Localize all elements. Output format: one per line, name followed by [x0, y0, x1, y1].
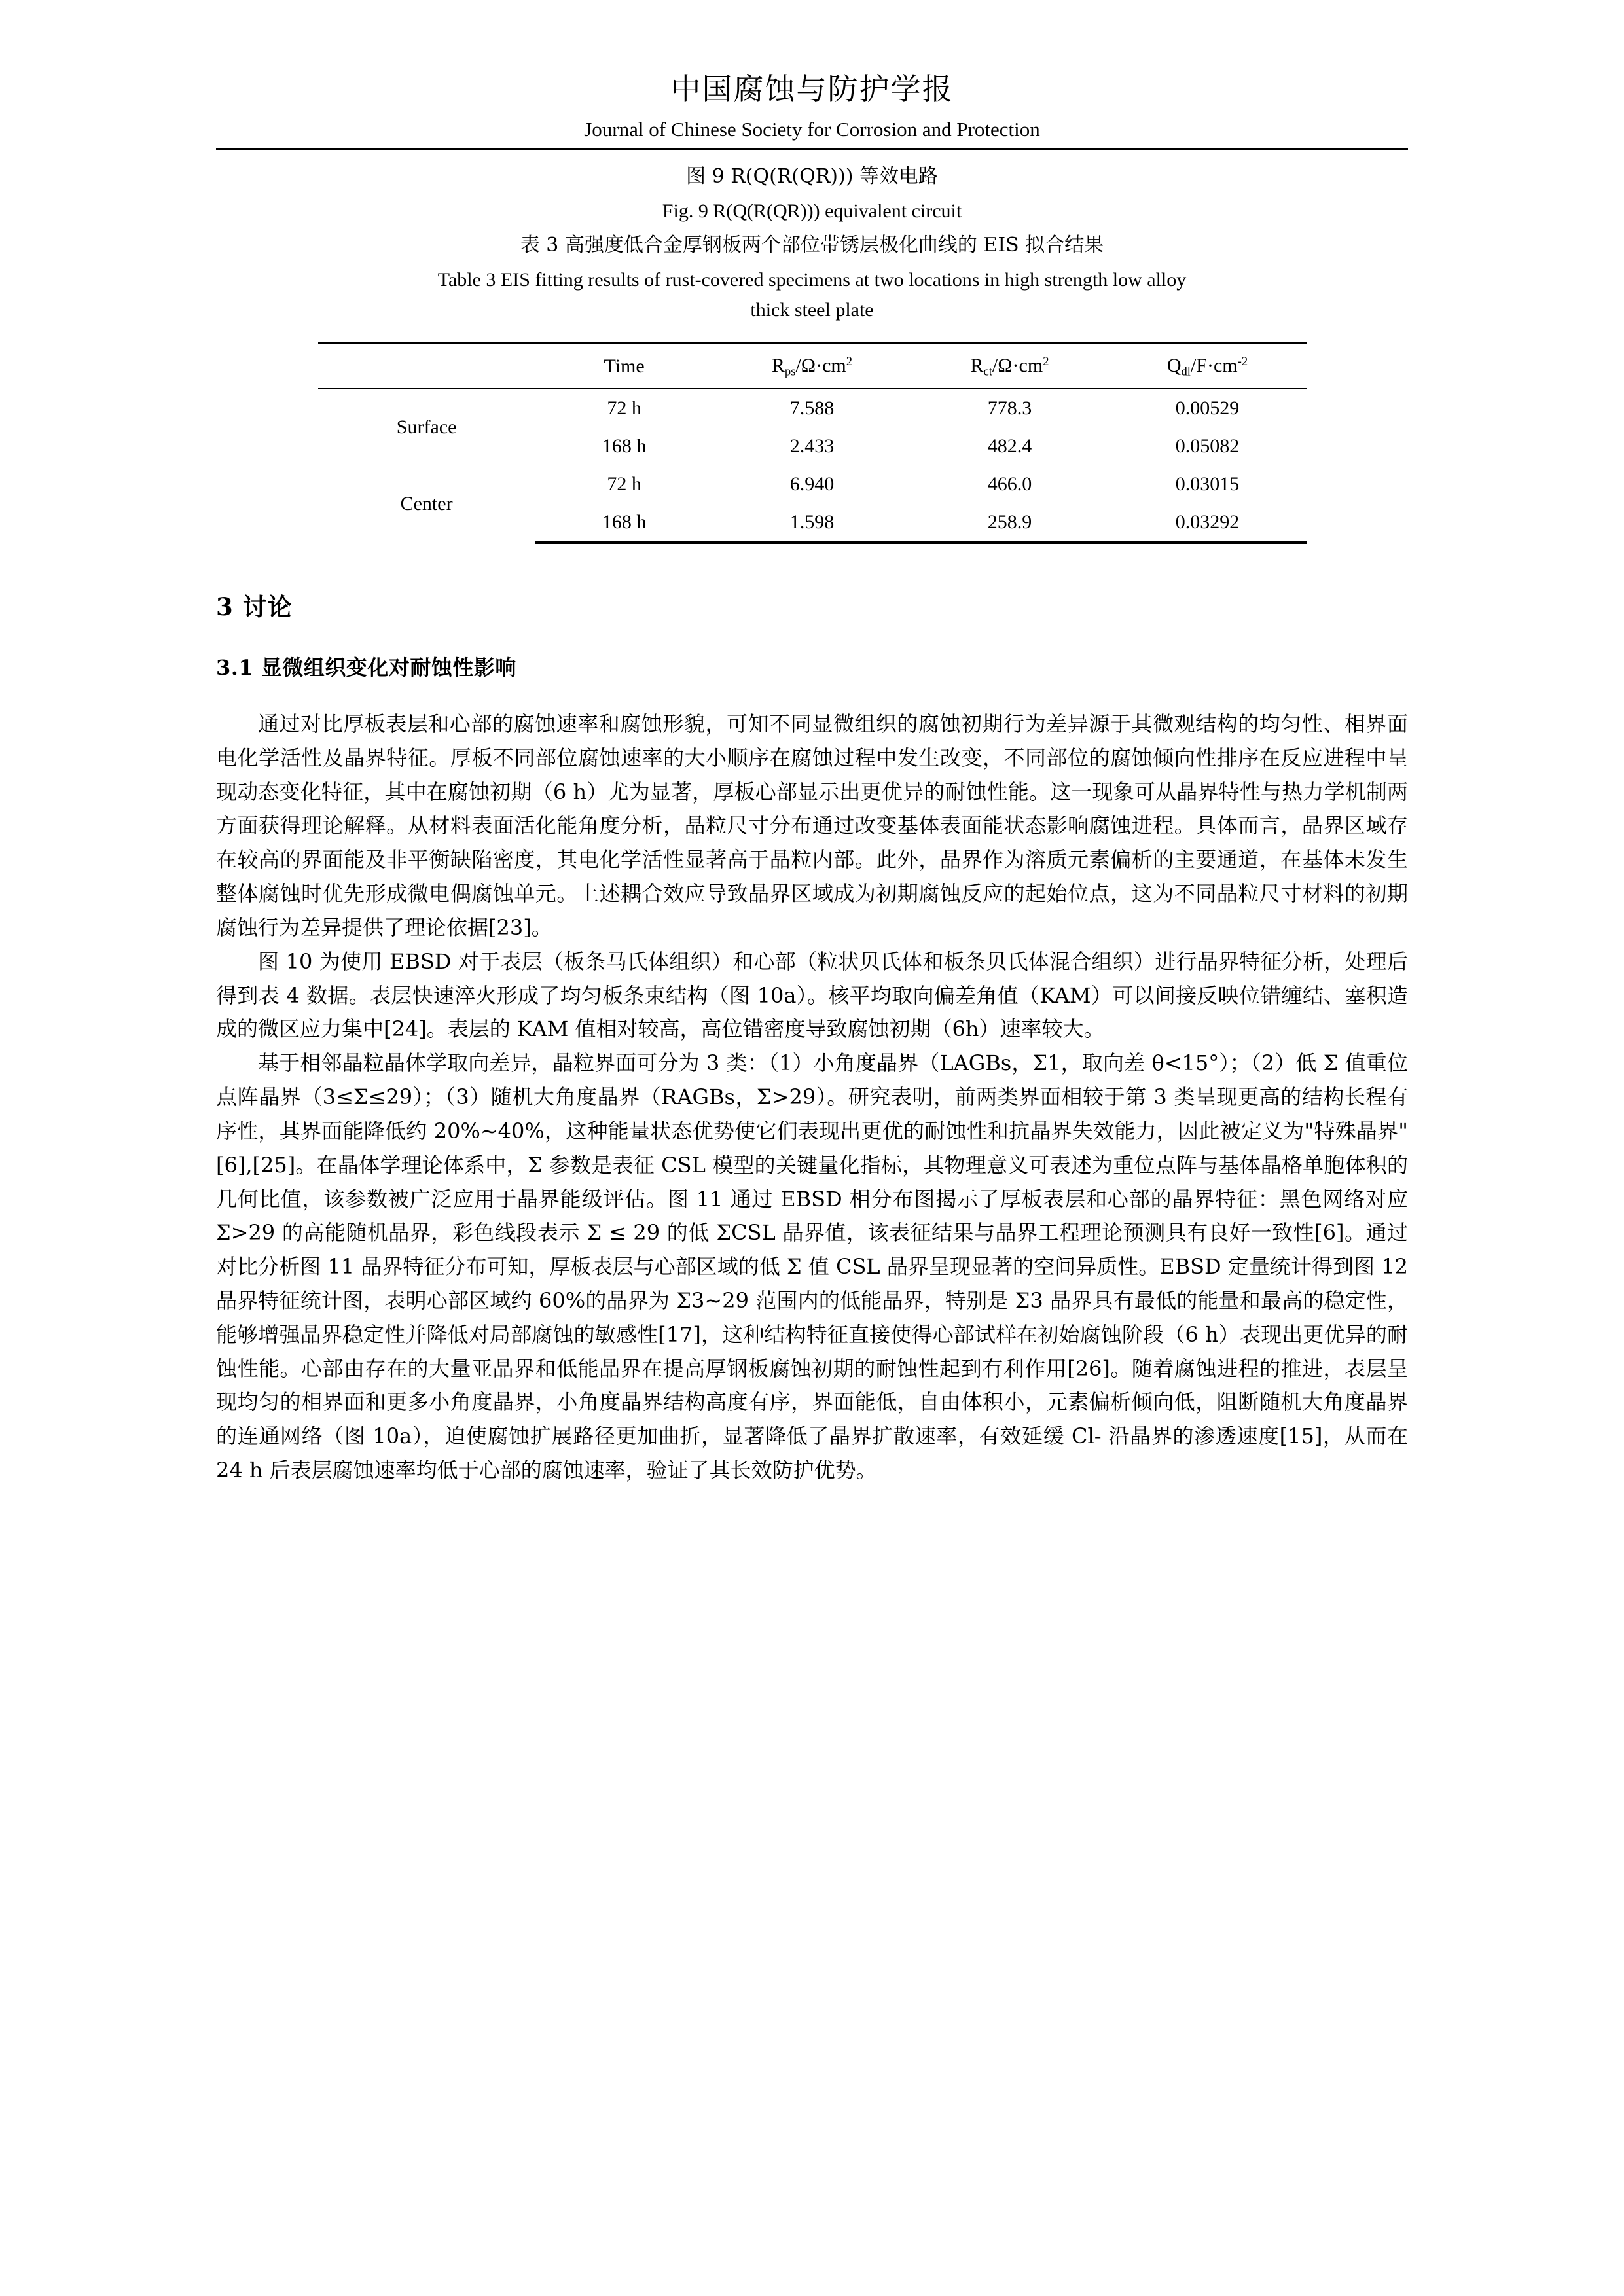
paragraph-1: 通过对比厚板表层和心部的腐蚀速率和腐蚀形貌，可知不同显微组织的腐蚀初期行为差异源于其微观结构的均匀性、相界面电化学活性及晶界特征。厚板不同部位腐蚀速率的大小顺序在腐蚀过程中发生改变，不同部位的腐蚀倾向性排序在反应进程中呈现动态变化特征，其中在腐蚀初期（6 h）尤为显著，厚板心部显示出更优异的耐蚀性能。这一现象可从晶界特性与热力学机制两方面获得理论解释。从材料表面活化能角度分析，晶粒尺寸分布通过改变基体表面能状态影响腐蚀进程。具体而言，晶界区域存在较高的界面能及非平衡缺陷密度，其电化学活性显著高于晶粒内部。此外，晶界作为溶质元素偏析的主要通道，在基体未发生整体腐蚀时优先形成微电偶腐蚀单元。上述耦合效应导致晶界区域成为初期腐蚀反应的起始位点，这为不同晶粒尺寸材料的初期腐蚀行为差异提供了理论依据[23]。 — [216, 711, 1408, 940]
rps-unit: /Ω·cm — [795, 354, 846, 376]
rps-subscript: ps — [784, 364, 796, 378]
table-body — [318, 389, 1307, 543]
subsection-heading: 3.1 显微组织变化对耐蚀性影响 — [216, 655, 516, 680]
rct-subscript: ct — [983, 364, 992, 378]
qdl-superscript: -2 — [1237, 354, 1248, 368]
cell-rps: 2.433 — [789, 435, 835, 457]
qdl-unit: /F·cm — [1190, 354, 1238, 376]
qdl-symbol: Q — [1166, 354, 1182, 376]
cell-rct: 258.9 — [911, 503, 1108, 543]
figure-caption-cn: 图 9 R(Q(R(QR))) 等效电路 — [686, 165, 938, 188]
cell-qdl: 0.05082 — [1175, 435, 1240, 457]
qdl-subscript: dl — [1181, 364, 1191, 378]
cell-rct: 482.4 — [987, 435, 1032, 457]
table-caption-cn: 表 3 高强度低合金厚钢板两个部位带锈层极化曲线的 EIS 拟合结果 — [520, 234, 1104, 257]
table-row — [318, 389, 1307, 427]
rct-symbol: R — [970, 354, 984, 376]
rps-symbol: R — [771, 354, 785, 376]
table-caption-en-line1: Table 3 EIS fitting results of rust-covered specimens at two locations in high strength low alloy — [437, 268, 1187, 291]
column-header-location — [318, 343, 535, 389]
cell-rps: 6.940 — [789, 473, 835, 495]
column-header-rct — [911, 343, 1108, 389]
table-header — [318, 343, 1307, 389]
table-row — [318, 465, 1307, 503]
eis-table-wrapper — [318, 342, 1307, 544]
cell-time: 168 h — [535, 503, 713, 543]
column-header-rps — [713, 343, 911, 389]
cell-time: 72 h — [607, 397, 641, 419]
paragraph-3: 基于相邻晶粒晶体学取向差异，晶粒界面可分为 3 类：（1）小角度晶界（LAGBs，Σ1，取向差 θ<15°）；（2）低 Σ 值重位点阵晶界（3≤Σ≤29）；（3）随机大角度晶界（RAGBs，Σ>29）。研究表明，前两类界面相较于第 3 类呈现更高的结构长程有序性，其界面能降低约 20%~40%，这种能量状态优势使它们表现出更优的耐蚀性和抗晶界失效能力，因此被定义为"特殊晶界"[6],[25]。在晶体学理论体系中，Σ 参数是表征 CSL 模型的关键量化指标，其物理意义可表述为重位点阵与基体晶格单胞体积的几何比值，该参数被广泛应用于晶界能级评估。图 11 通过 EBSD 相分布图揭示了厚板表层和心部的晶界特征：黑色网络对应 Σ>29 的高能随机晶界，彩色线段表示 Σ ≤ 29 的低 ΣCSL 晶界值，该表征结果与晶界工程理论预测具有良好一致性[6]。通过对比分析图 11 晶界特征分布可知，厚板表层与心部区域的低 Σ 值 CSL 晶界呈现显著的空间异质性。EBSD 定量统计得到图 12 晶界特征统计图，表明心部区域约 60%的晶界为 Σ3~29 范围内的低能晶界，特别是 Σ3 晶界具有最低的能量和最高的稳定性，能够增强晶界稳定性并降低对局部腐蚀的敏感性[17]，这种结构特征直接使得心部试样在初始腐蚀阶段（6 h）表现出更优异的耐蚀性能。心部由存在的大量亚晶界和低能晶界在提高厚钢板腐蚀初期的耐蚀性起到有利作用[26]。随着腐蚀进程的推进，表层呈现均匀的相界面和更多小角度晶界，小角度晶界结构高度有序，界面能低，自由体积小，元素偏析倾向低，阻断随机大角度晶界的连通网络（图 10a），迫使腐蚀扩展路径更加曲折，显著降低了晶界扩散速率，有效延缓 Cl- 沿晶界的渗透速度[15]，从而在 24 h 后表层腐蚀速率均低于心部的腐蚀速率，验证了其长效防护优势。 — [216, 1050, 1408, 1483]
column-header-qdl — [1108, 343, 1306, 389]
cell-rct: 778.3 — [987, 397, 1032, 419]
cell-rct: 466.0 — [987, 473, 1032, 495]
row-label-surface: Surface — [396, 416, 457, 438]
cell-qdl: 0.03015 — [1175, 473, 1240, 495]
cell-qdl: 0.00529 — [1175, 397, 1240, 419]
cell-time: 72 h — [607, 473, 641, 495]
cell-qdl: 0.03292 — [1108, 503, 1306, 543]
journal-title-en: Journal of Chinese Society for Corrosion and Protection — [584, 118, 1040, 141]
paragraph-2: 图 10 为使用 EBSD 对于表层（板条马氏体组织）和心部（粒状贝氏体和板条贝氏体混合组织）进行晶界特征分析，处理后得到表 4 数据。表层快速淬火形成了均匀板条束结构（图 10a）。核平均取向偏差角值（KAM）可以间接反映位错缠结、塞积造成的微区应力集中[24]。表层的 KAM 值相对较高，高位错密度导致腐蚀初期（6h）速率较大。 — [216, 948, 1408, 1042]
column-header-time: Time — [535, 343, 713, 389]
cell-rps: 7.588 — [789, 397, 835, 419]
rct-superscript: 2 — [1043, 354, 1049, 368]
header-divider — [216, 148, 1408, 150]
journal-title-cn: 中国腐蚀与防护学报 — [670, 71, 954, 107]
cell-time: 168 h — [602, 435, 647, 457]
table-caption-en-line2: thick steel plate — [750, 299, 874, 321]
rps-superscript: 2 — [846, 354, 853, 368]
figure-caption-en: Fig. 9 R(Q(R(QR))) equivalent circuit — [662, 200, 962, 222]
rct-unit: /Ω·cm — [992, 354, 1043, 376]
cell-rps: 1.598 — [713, 503, 911, 543]
row-label-center: Center — [400, 492, 453, 514]
eis-fitting-table — [318, 342, 1307, 544]
table-header-row — [318, 343, 1307, 389]
section-heading: 3 讨论 — [216, 592, 293, 621]
